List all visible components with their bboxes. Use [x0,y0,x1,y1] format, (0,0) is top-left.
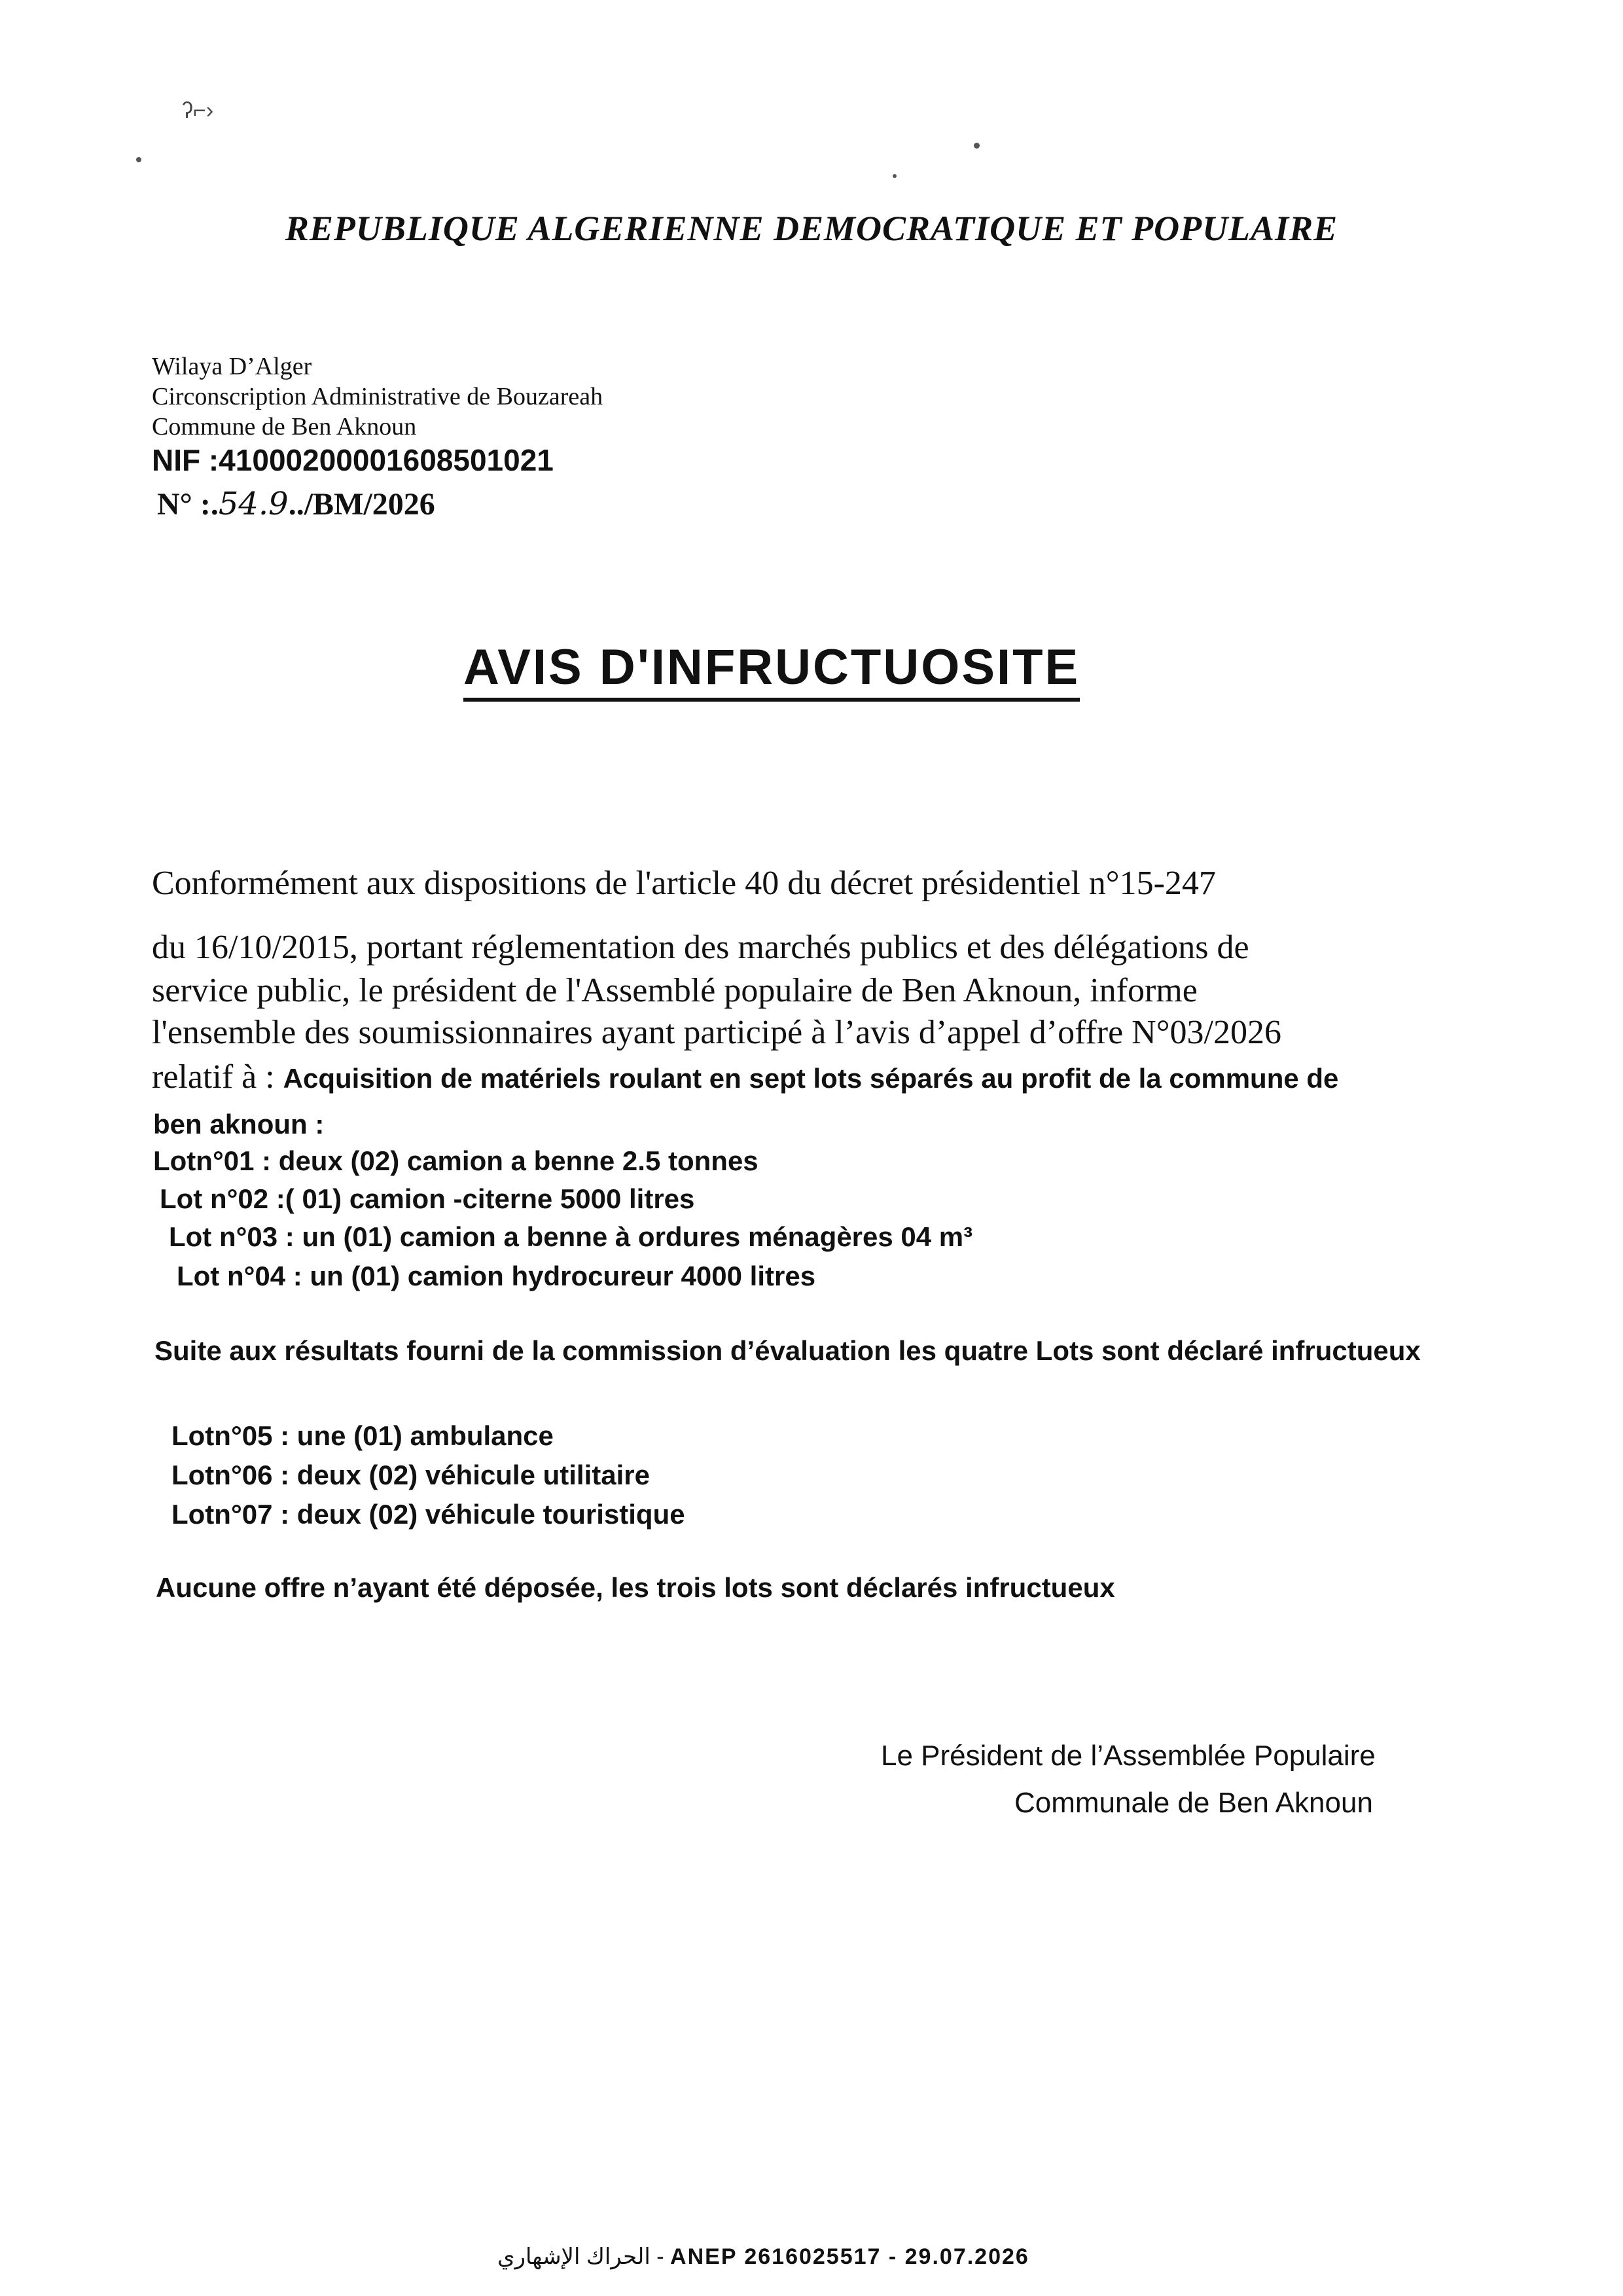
body-line-1: Conformément aux dispositions de l'article 40 du décret présidentiel n°15-247 [152,865,1216,902]
circonscription-line: Circonscription Administrative de Bouzareah [152,383,603,410]
nif-number: NIF :41000200001608501021 [152,443,554,477]
lot-item: Lotn°01 : deux (02) camion a benne 2.5 tonnes [153,1145,758,1176]
lot-item: Lotn°07 : deux (02) véhicule touristique [171,1499,685,1530]
reference-handwritten: 54.9 [218,486,289,522]
reference-prefix: N° :. [157,487,219,522]
result-group-1: Suite aux résultats fourni de la commission d’évaluation les quatre Lots sont déclaré infructueux [154,1335,1421,1366]
result-group-2: Aucune offre n’ayant été déposée, les trois lots sont déclarés infructueux [156,1572,1115,1603]
commune-line: Commune de Ben Aknoun [152,413,417,440]
scan-speck [974,143,980,149]
lot-item: Lot n°03 : un (01) camion a benne à ordures ménagères 04 m³ [169,1221,973,1252]
acquisition-object: Acquisition de matériels roulant en sept lots séparés au profit de la commune de [283,1063,1339,1094]
body-line-6: ben aknoun : [153,1109,325,1139]
reference-suffix: ../BM/2026 [288,487,435,522]
body-line-2: du 16/10/2015, portant réglementation des marchés publics et des délégations de [152,929,1249,966]
body-line-4: l'ensemble des soumissionnaires ayant participé à l’avis d’appel d’offre N°03/2026 [152,1014,1281,1051]
scan-speck [893,174,897,178]
body-line-3: service public, le président de l'Assemblé populaire de Ben Aknoun, informe [152,972,1198,1009]
lot-item: Lot n°02 :( 01) camion -citerne 5000 litres [160,1183,695,1214]
scan-speck [136,157,141,162]
scan-mark: ʔ⌐› [182,98,214,123]
republic-heading: REPUBLIQUE ALGERIENNE DEMOCRATIQUE ET POPULAIRE [285,209,1338,248]
wilaya-line: Wilaya D’Alger [152,353,312,380]
signature-line-2: Communale de Ben Aknoun [1014,1787,1373,1819]
footer-arabic: الحراك الإشهاري - [497,2244,671,2269]
lot-item: Lotn°05 : une (01) ambulance [171,1420,554,1451]
publication-footer [497,2244,1029,2270]
footer-anep: ANEP 2616025517 - 29.07.2026 [670,2244,1029,2269]
document-title: AVIS D'INFRUCTUOSITE [463,641,1080,702]
body-line-5 [152,1058,1338,1096]
relatif-prefix: relatif à : [152,1058,283,1096]
lot-item: Lotn°06 : deux (02) véhicule utilitaire [171,1460,650,1490]
reference-number [157,486,435,522]
lot-item: Lot n°04 : un (01) camion hydrocureur 4000 litres [177,1261,816,1291]
signature-line-1: Le Président de l’Assemblée Populaire [881,1740,1376,1772]
